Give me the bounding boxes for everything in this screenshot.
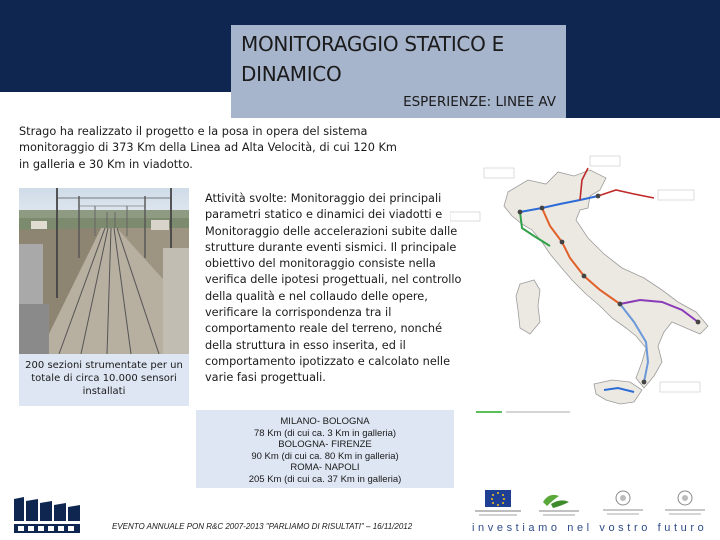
route-line: 78 Km (di cui ca. 3 Km in galleria) (253, 427, 397, 439)
eu-flag-icon (475, 490, 521, 516)
route-line: BOLOGNA- FIRENZE (278, 439, 372, 450)
strago-logo (12, 495, 84, 535)
routes-list (196, 410, 454, 485)
route-line: ROMA- NAPOLI (290, 462, 360, 473)
ministry-emblem-icon (603, 491, 643, 515)
photo-caption: 200 sezioni strumentate per un totale di circa 10.000 sensori installati (19, 354, 189, 406)
route-line: 90 Km (di cui ca. 80 Km in galleria) (251, 450, 399, 462)
intro-paragraph: Strago ha realizzato il progetto e la posa in opera del sistema monitoraggio di 373 Km della Linea ad Alta Velocità, di cui 120 Km in galleria e 30 Km in viadotto. (19, 125, 397, 171)
activities-paragraph: Attività svolte: Monitoraggio dei principali parametri statico e dinamici dei viadotti e Monitoraggio delle accelerazioni subite dalle strutture durante eventi sismici. Il principale obiettivo del monitoraggio consiste nella verifica delle ipotesi progettuali, nel controllo della qualità e nel collaudo delle opere, verificare la corrispondenza tra il comportamento reale del terreno, nonché della struttura in esso inserita, ed il comportamento ipotizzato e calcolato nelle varie fasi progettuali. (205, 192, 462, 385)
route-line: MILANO- BOLOGNA (280, 416, 370, 427)
page-title: MONITORAGGIO STATICO E DINAMICO (241, 32, 504, 86)
routes-box (196, 410, 454, 488)
route-line: 205 Km (di cui ca. 37 Km in galleria) (248, 473, 402, 485)
header-band-right (566, 0, 720, 118)
railway-photo (19, 188, 189, 354)
pon-logo-icon (539, 495, 579, 516)
ministry-emblem-icon (665, 491, 705, 515)
partner-logos (473, 488, 718, 520)
page-subtitle: ESPERIENZE: LINEE AV (403, 94, 556, 110)
italy-rail-map (450, 150, 720, 420)
title-box (231, 25, 566, 118)
footer-tagline: investiamo nel vostro futuro (472, 522, 708, 534)
footer-event-text: EVENTO ANNUALE PON R&C 2007-2013 "PARLIAMO DI RISULTATI" – 16/11/2012 (112, 522, 413, 531)
